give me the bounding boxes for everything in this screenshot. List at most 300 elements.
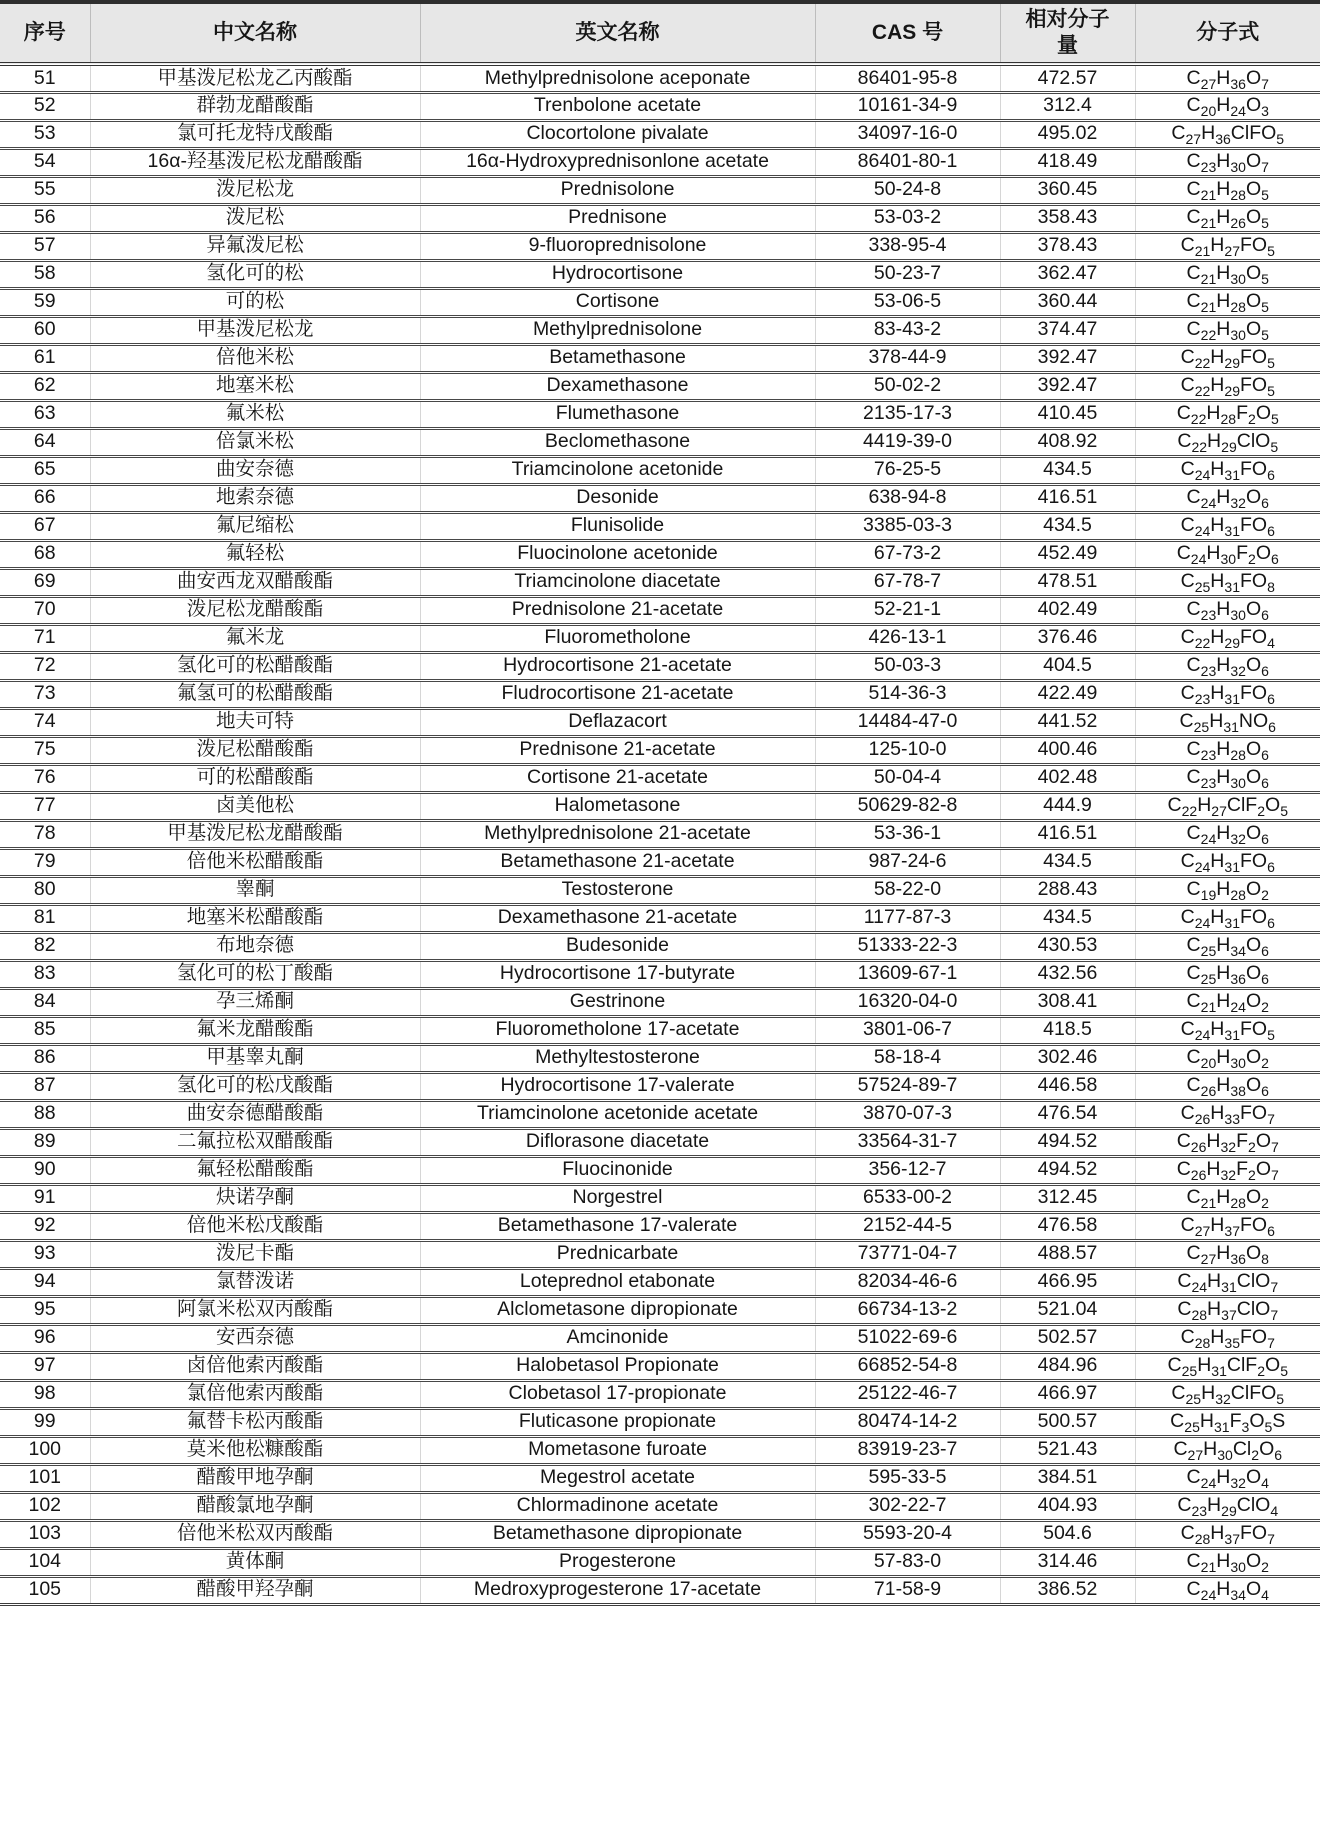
cell-cn: 氟尼缩松: [90, 512, 420, 540]
cell-cn: 莫米他松糠酸酯: [90, 1436, 420, 1464]
cell-en: Trenbolone acetate: [420, 92, 815, 120]
cell-cn: 睾酮: [90, 876, 420, 904]
cell-en: Fluocinolone acetonide: [420, 540, 815, 568]
cell-cas: 13609-67-1: [815, 960, 1000, 988]
table-row: [0, 204, 1320, 232]
cell-cn: 甲基泼尼松龙醋酸酯: [90, 820, 420, 848]
cell-cn: 异氟泼尼松: [90, 232, 420, 260]
table-row: [0, 484, 1320, 512]
cell-seq: 98: [0, 1380, 90, 1408]
header-cn: 中文名称: [90, 2, 420, 64]
cell-seq: 101: [0, 1464, 90, 1492]
cell-mw: 446.58: [1000, 1072, 1135, 1100]
cell-cn: 醋酸甲羟孕酮: [90, 1576, 420, 1604]
cell-cn: 可的松: [90, 288, 420, 316]
cell-mw: 452.49: [1000, 540, 1135, 568]
cell-cas: 73771-04-7: [815, 1240, 1000, 1268]
cell-en: Diflorasone diacetate: [420, 1128, 815, 1156]
cell-cn: 倍他米松: [90, 344, 420, 372]
cell-mw: 360.45: [1000, 176, 1135, 204]
table-row: [0, 1044, 1320, 1072]
cell-cas: 3801-06-7: [815, 1016, 1000, 1044]
cell-formula: $C_{22}H_{30}O_5$: [1135, 316, 1320, 344]
cell-mw: 312.4: [1000, 92, 1135, 120]
cell-en: Triamcinolone acetonide: [420, 456, 815, 484]
table-row: [0, 1436, 1320, 1464]
header-mw-label: 相对分子量: [1025, 7, 1110, 57]
cell-cn: 氢化可的松醋酸酯: [90, 652, 420, 680]
cell-seq: 83: [0, 960, 90, 988]
cell-en: Prednisolone 21-acetate: [420, 596, 815, 624]
cell-mw: 472.57: [1000, 64, 1135, 92]
cell-en: Progesterone: [420, 1548, 815, 1576]
cell-cas: 66734-13-2: [815, 1296, 1000, 1324]
cell-formula: $C_{22}H_{29}ClO_5$: [1135, 428, 1320, 456]
cell-cn: 泼尼松龙醋酸酯: [90, 596, 420, 624]
cell-mw: 400.46: [1000, 736, 1135, 764]
table-row: [0, 1156, 1320, 1184]
cell-en: Prednisone 21-acetate: [420, 736, 815, 764]
cell-formula: $C_{25}H_{31}ClF_2O_5$: [1135, 1352, 1320, 1380]
cell-cn: 可的松醋酸酯: [90, 764, 420, 792]
cell-seq: 63: [0, 400, 90, 428]
cell-cas: 86401-95-8: [815, 64, 1000, 92]
table-row: [0, 652, 1320, 680]
cell-seq: 99: [0, 1408, 90, 1436]
table-row: [0, 1240, 1320, 1268]
cell-mw: 358.43: [1000, 204, 1135, 232]
table-row: [0, 400, 1320, 428]
table-row: [0, 1520, 1320, 1548]
cell-mw: 378.43: [1000, 232, 1135, 260]
table-row: [0, 932, 1320, 960]
table-body: [0, 64, 1320, 1604]
cell-mw: 302.46: [1000, 1044, 1135, 1072]
cell-seq: 70: [0, 596, 90, 624]
cell-mw: 521.43: [1000, 1436, 1135, 1464]
table-row: [0, 1128, 1320, 1156]
cell-seq: 84: [0, 988, 90, 1016]
cell-cn: 地塞米松醋酸酯: [90, 904, 420, 932]
cell-seq: 97: [0, 1352, 90, 1380]
cell-formula: $C_{25}H_{36}O_6$: [1135, 960, 1320, 988]
cell-formula: $C_{22}H_{29}FO_5$: [1135, 344, 1320, 372]
cell-cas: 50-03-3: [815, 652, 1000, 680]
cell-mw: 444.9: [1000, 792, 1135, 820]
cell-en: Alclometasone dipropionate: [420, 1296, 815, 1324]
cell-mw: 478.51: [1000, 568, 1135, 596]
cell-mw: 434.5: [1000, 456, 1135, 484]
cell-en: Triamcinolone acetonide acetate: [420, 1100, 815, 1128]
cell-cas: 53-06-5: [815, 288, 1000, 316]
cell-formula: $C_{26}H_{32}F_2O_7$: [1135, 1156, 1320, 1184]
cell-cn: 二氟拉松双醋酸酯: [90, 1128, 420, 1156]
cell-formula: $C_{23}H_{30}O_6$: [1135, 764, 1320, 792]
cell-cn: 泼尼松醋酸酯: [90, 736, 420, 764]
cell-seq: 79: [0, 848, 90, 876]
cell-seq: 72: [0, 652, 90, 680]
table-row: [0, 1492, 1320, 1520]
cell-en: Betamethasone 17-valerate: [420, 1212, 815, 1240]
cell-cas: 338-95-4: [815, 232, 1000, 260]
cell-mw: 384.51: [1000, 1464, 1135, 1492]
cell-mw: 495.02: [1000, 120, 1135, 148]
cell-mw: 362.47: [1000, 260, 1135, 288]
table-row: [0, 1212, 1320, 1240]
cell-en: Deflazacort: [420, 708, 815, 736]
cell-cas: 595-33-5: [815, 1464, 1000, 1492]
cell-seq: 96: [0, 1324, 90, 1352]
cell-cas: 76-25-5: [815, 456, 1000, 484]
cell-en: Hydrocortisone 17-butyrate: [420, 960, 815, 988]
header-row: [0, 2, 1320, 64]
cell-seq: 91: [0, 1184, 90, 1212]
cell-cn: 曲安西龙双醋酸酯: [90, 568, 420, 596]
table-row: [0, 988, 1320, 1016]
cell-seq: 94: [0, 1268, 90, 1296]
cell-en: Prednisolone: [420, 176, 815, 204]
cell-cas: 10161-34-9: [815, 92, 1000, 120]
table-row: [0, 624, 1320, 652]
cell-cn: 氟米龙醋酸酯: [90, 1016, 420, 1044]
cell-seq: 80: [0, 876, 90, 904]
cell-en: Clobetasol 17-propionate: [420, 1380, 815, 1408]
cell-en: Loteprednol etabonate: [420, 1268, 815, 1296]
cell-cn: 氯可托龙特戊酸酯: [90, 120, 420, 148]
table-row: [0, 1324, 1320, 1352]
cell-mw: 418.49: [1000, 148, 1135, 176]
cell-seq: 53: [0, 120, 90, 148]
cell-formula: $C_{24}H_{32}O_6$: [1135, 484, 1320, 512]
cell-cas: 514-36-3: [815, 680, 1000, 708]
table-row: [0, 848, 1320, 876]
cell-cn: 黄体酮: [90, 1548, 420, 1576]
cell-mw: 504.6: [1000, 1520, 1135, 1548]
table-row: [0, 1296, 1320, 1324]
cell-mw: 434.5: [1000, 904, 1135, 932]
cell-cn: 倍他米松戊酸酯: [90, 1212, 420, 1240]
table-header: [0, 2, 1320, 64]
cell-cas: 426-13-1: [815, 624, 1000, 652]
cell-cas: 57524-89-7: [815, 1072, 1000, 1100]
header-cas: CAS 号: [815, 2, 1000, 64]
cell-cas: 33564-31-7: [815, 1128, 1000, 1156]
cell-en: Methyltestosterone: [420, 1044, 815, 1072]
cell-formula: $C_{24}H_{34}O_4$: [1135, 1576, 1320, 1604]
cell-en: Cortisone: [420, 288, 815, 316]
cell-mw: 410.45: [1000, 400, 1135, 428]
cell-cn: 氢化可的松: [90, 260, 420, 288]
cell-formula: $C_{22}H_{29}FO_4$: [1135, 624, 1320, 652]
cell-cn: 曲安奈德: [90, 456, 420, 484]
cell-en: Beclomethasone: [420, 428, 815, 456]
cell-formula: $C_{21}H_{28}O_5$: [1135, 176, 1320, 204]
cell-cn: 氟氢可的松醋酸酯: [90, 680, 420, 708]
cell-formula: $C_{27}H_{36}ClFO_5$: [1135, 120, 1320, 148]
table-row: [0, 680, 1320, 708]
cell-formula: $C_{23}H_{30}O_7$: [1135, 148, 1320, 176]
table-row: [0, 708, 1320, 736]
cell-cn: 地夫可特: [90, 708, 420, 736]
cell-cn: 氟轻松醋酸酯: [90, 1156, 420, 1184]
cell-mw: 416.51: [1000, 820, 1135, 848]
cell-cn: 阿氯米松双丙酸酯: [90, 1296, 420, 1324]
cell-en: Hydrocortisone 17-valerate: [420, 1072, 815, 1100]
cell-seq: 55: [0, 176, 90, 204]
cell-cas: 67-78-7: [815, 568, 1000, 596]
cell-mw: 404.93: [1000, 1492, 1135, 1520]
cell-seq: 67: [0, 512, 90, 540]
cell-cn: 安西奈德: [90, 1324, 420, 1352]
cell-cas: 3385-03-3: [815, 512, 1000, 540]
cell-en: Fluocinonide: [420, 1156, 815, 1184]
cell-seq: 56: [0, 204, 90, 232]
cell-cas: 50-23-7: [815, 260, 1000, 288]
cell-cn: 炔诺孕酮: [90, 1184, 420, 1212]
cell-mw: 422.49: [1000, 680, 1135, 708]
cell-seq: 77: [0, 792, 90, 820]
cell-seq: 65: [0, 456, 90, 484]
cell-cas: 51022-69-6: [815, 1324, 1000, 1352]
cell-cas: 66852-54-8: [815, 1352, 1000, 1380]
cell-formula: $C_{24}H_{31}FO_5$: [1135, 1016, 1320, 1044]
cell-en: Hydrocortisone: [420, 260, 815, 288]
cell-mw: 402.49: [1000, 596, 1135, 624]
cell-en: Prednisone: [420, 204, 815, 232]
table-row: [0, 1072, 1320, 1100]
cell-en: Prednicarbate: [420, 1240, 815, 1268]
cell-cas: 82034-46-6: [815, 1268, 1000, 1296]
cell-en: Triamcinolone diacetate: [420, 568, 815, 596]
cell-seq: 93: [0, 1240, 90, 1268]
table-row: [0, 260, 1320, 288]
cell-formula: $C_{24}H_{31}ClO_7$: [1135, 1268, 1320, 1296]
cell-seq: 102: [0, 1492, 90, 1520]
table-row: [0, 512, 1320, 540]
cell-en: Halometasone: [420, 792, 815, 820]
cell-formula: $C_{26}H_{32}F_2O_7$: [1135, 1128, 1320, 1156]
cell-formula: $C_{28}H_{37}ClO_7$: [1135, 1296, 1320, 1324]
cell-formula: $C_{28}H_{35}FO_7$: [1135, 1324, 1320, 1352]
table-row: [0, 1408, 1320, 1436]
cell-seq: 92: [0, 1212, 90, 1240]
cell-mw: 360.44: [1000, 288, 1135, 316]
cell-formula: $C_{24}H_{32}O_4$: [1135, 1464, 1320, 1492]
cell-formula: $C_{22}H_{27}ClF_2O_5$: [1135, 792, 1320, 820]
cell-en: Methylprednisolone aceponate: [420, 64, 815, 92]
cell-cas: 638-94-8: [815, 484, 1000, 512]
cell-mw: 494.52: [1000, 1156, 1135, 1184]
table-row: [0, 1016, 1320, 1044]
cell-mw: 386.52: [1000, 1576, 1135, 1604]
cell-en: Medroxyprogesterone 17-acetate: [420, 1576, 815, 1604]
table-row: [0, 736, 1320, 764]
cell-formula: $C_{21}H_{28}O_2$: [1135, 1184, 1320, 1212]
cell-formula: $C_{19}H_{28}O_2$: [1135, 876, 1320, 904]
table-row: [0, 456, 1320, 484]
table-row: [0, 1380, 1320, 1408]
table-row: [0, 1100, 1320, 1128]
header-mw: [1000, 2, 1135, 64]
cell-cas: 52-21-1: [815, 596, 1000, 624]
cell-cn: 氟轻松: [90, 540, 420, 568]
cell-cas: 50629-82-8: [815, 792, 1000, 820]
cell-seq: 54: [0, 148, 90, 176]
cell-formula: $C_{23}H_{31}FO_6$: [1135, 680, 1320, 708]
cell-mw: 488.57: [1000, 1240, 1135, 1268]
cell-cn: 倍他米松双丙酸酯: [90, 1520, 420, 1548]
table-row: [0, 1464, 1320, 1492]
cell-cn: 甲基泼尼松龙: [90, 316, 420, 344]
cell-formula: $C_{24}H_{32}O_6$: [1135, 820, 1320, 848]
cell-cas: 34097-16-0: [815, 120, 1000, 148]
cell-cn: 醋酸甲地孕酮: [90, 1464, 420, 1492]
table-row: [0, 904, 1320, 932]
cell-en: Betamethasone 21-acetate: [420, 848, 815, 876]
cell-mw: 494.52: [1000, 1128, 1135, 1156]
cell-cas: 14484-47-0: [815, 708, 1000, 736]
cell-cn: 泼尼松: [90, 204, 420, 232]
cell-en: Gestrinone: [420, 988, 815, 1016]
cell-cas: 2135-17-3: [815, 400, 1000, 428]
cell-seq: 78: [0, 820, 90, 848]
table-row: [0, 288, 1320, 316]
cell-cas: 51333-22-3: [815, 932, 1000, 960]
cell-en: Betamethasone: [420, 344, 815, 372]
cell-cas: 58-22-0: [815, 876, 1000, 904]
cell-mw: 404.5: [1000, 652, 1135, 680]
cell-cn: 泼尼松龙: [90, 176, 420, 204]
cell-en: Fluorometholone 17-acetate: [420, 1016, 815, 1044]
table-row: [0, 792, 1320, 820]
table-row: [0, 1268, 1320, 1296]
cell-cn: 氯倍他索丙酸酯: [90, 1380, 420, 1408]
cell-cas: 125-10-0: [815, 736, 1000, 764]
cell-seq: 95: [0, 1296, 90, 1324]
cell-en: Norgestrel: [420, 1184, 815, 1212]
cell-cas: 80474-14-2: [815, 1408, 1000, 1436]
cell-seq: 51: [0, 64, 90, 92]
cell-en: Budesonide: [420, 932, 815, 960]
cell-formula: $C_{25}H_{34}O_6$: [1135, 932, 1320, 960]
cell-seq: 59: [0, 288, 90, 316]
cell-mw: 376.46: [1000, 624, 1135, 652]
cell-formula: $C_{21}H_{30}O_5$: [1135, 260, 1320, 288]
cell-en: 9-fluoroprednisolone: [420, 232, 815, 260]
cell-cn: 泼尼卡酯: [90, 1240, 420, 1268]
cell-cn: 氟米龙: [90, 624, 420, 652]
table-row: [0, 372, 1320, 400]
cell-cn: 醋酸氯地孕酮: [90, 1492, 420, 1520]
cell-seq: 89: [0, 1128, 90, 1156]
cell-cas: 50-02-2: [815, 372, 1000, 400]
cell-en: Dexamethasone: [420, 372, 815, 400]
cell-mw: 314.46: [1000, 1548, 1135, 1576]
cell-cn: 布地奈德: [90, 932, 420, 960]
cell-en: Mometasone furoate: [420, 1436, 815, 1464]
cell-en: Methylprednisolone: [420, 316, 815, 344]
cell-cn: 氟替卡松丙酸酯: [90, 1408, 420, 1436]
cell-cas: 2152-44-5: [815, 1212, 1000, 1240]
header-formula: 分子式: [1135, 2, 1320, 64]
cell-en: Fluorometholone: [420, 624, 815, 652]
cell-formula: $C_{25}H_{31}FO_8$: [1135, 568, 1320, 596]
cell-en: Megestrol acetate: [420, 1464, 815, 1492]
table-row: [0, 1184, 1320, 1212]
cell-en: Flumethasone: [420, 400, 815, 428]
cell-seq: 61: [0, 344, 90, 372]
cell-en: Fludrocortisone 21-acetate: [420, 680, 815, 708]
cell-cas: 57-83-0: [815, 1548, 1000, 1576]
cell-cn: 曲安奈德醋酸酯: [90, 1100, 420, 1128]
cell-cas: 378-44-9: [815, 344, 1000, 372]
cell-en: Desonide: [420, 484, 815, 512]
cell-formula: $C_{24}H_{31}FO_6$: [1135, 848, 1320, 876]
cell-cas: 5593-20-4: [815, 1520, 1000, 1548]
cell-seq: 88: [0, 1100, 90, 1128]
table-row: [0, 764, 1320, 792]
cell-seq: 68: [0, 540, 90, 568]
cell-mw: 402.48: [1000, 764, 1135, 792]
cell-mw: 466.97: [1000, 1380, 1135, 1408]
cell-en: Fluticasone propionate: [420, 1408, 815, 1436]
cell-seq: 76: [0, 764, 90, 792]
table-row: [0, 540, 1320, 568]
cell-cas: 53-36-1: [815, 820, 1000, 848]
cell-seq: 105: [28, 1578, 62, 1601]
cell-cn: 倍他米松醋酸酯: [90, 848, 420, 876]
cell-seq: 81: [0, 904, 90, 932]
cell-seq: 66: [0, 484, 90, 512]
cell-cas: 6533-00-2: [815, 1184, 1000, 1212]
table-row: [0, 176, 1320, 204]
cell-cn: 卤美他松: [90, 792, 420, 820]
cell-cas: 302-22-7: [815, 1492, 1000, 1520]
cell-formula: $C_{26}H_{33}FO_7$: [1135, 1100, 1320, 1128]
cell-en: Betamethasone dipropionate: [420, 1520, 815, 1548]
cell-formula: $C_{24}H_{31}FO_6$: [1135, 904, 1320, 932]
cell-cn: 氯替泼诺: [90, 1268, 420, 1296]
cell-formula: $C_{21}H_{28}O_5$: [1135, 288, 1320, 316]
cell-formula: $C_{25}H_{31}F_3O_5S$: [1135, 1408, 1320, 1436]
table-row: [0, 1352, 1320, 1380]
cell-cas: 3870-07-3: [815, 1100, 1000, 1128]
cell-seq: 82: [0, 932, 90, 960]
cell-en: Amcinonide: [420, 1324, 815, 1352]
cell-seq: 74: [0, 708, 90, 736]
cell-formula: $C_{23}H_{32}O_6$: [1135, 652, 1320, 680]
cell-seq: 104: [0, 1548, 90, 1576]
cell-cas: 83919-23-7: [815, 1436, 1000, 1464]
cell-mw: 502.57: [1000, 1324, 1135, 1352]
cell-formula: $C_{27}H_{30}Cl_2O_6$: [1135, 1436, 1320, 1464]
cell-cas: 987-24-6: [815, 848, 1000, 876]
cell-cn: 甲基睾丸酮: [90, 1044, 420, 1072]
cell-cn: 氢化可的松戊酸酯: [90, 1072, 420, 1100]
cell-cas: 53-03-2: [815, 204, 1000, 232]
cell-cn: 16α-羟基泼尼松龙醋酸酯: [90, 148, 420, 176]
cell-en: 16α-Hydroxyprednisonlone acetate: [420, 148, 815, 176]
cell-mw: 308.41: [1000, 988, 1135, 1016]
cell-formula: $C_{23}H_{29}ClO_4$: [1135, 1492, 1320, 1520]
cell-cn: 地塞米松: [90, 372, 420, 400]
header-seq: 序号: [0, 2, 90, 64]
cell-mw: 392.47: [1000, 372, 1135, 400]
cell-cas: 50-24-8: [815, 176, 1000, 204]
cell-seq: 52: [0, 92, 90, 120]
table-row: [0, 64, 1320, 92]
cell-formula: $C_{20}H_{30}O_2$: [1135, 1044, 1320, 1072]
